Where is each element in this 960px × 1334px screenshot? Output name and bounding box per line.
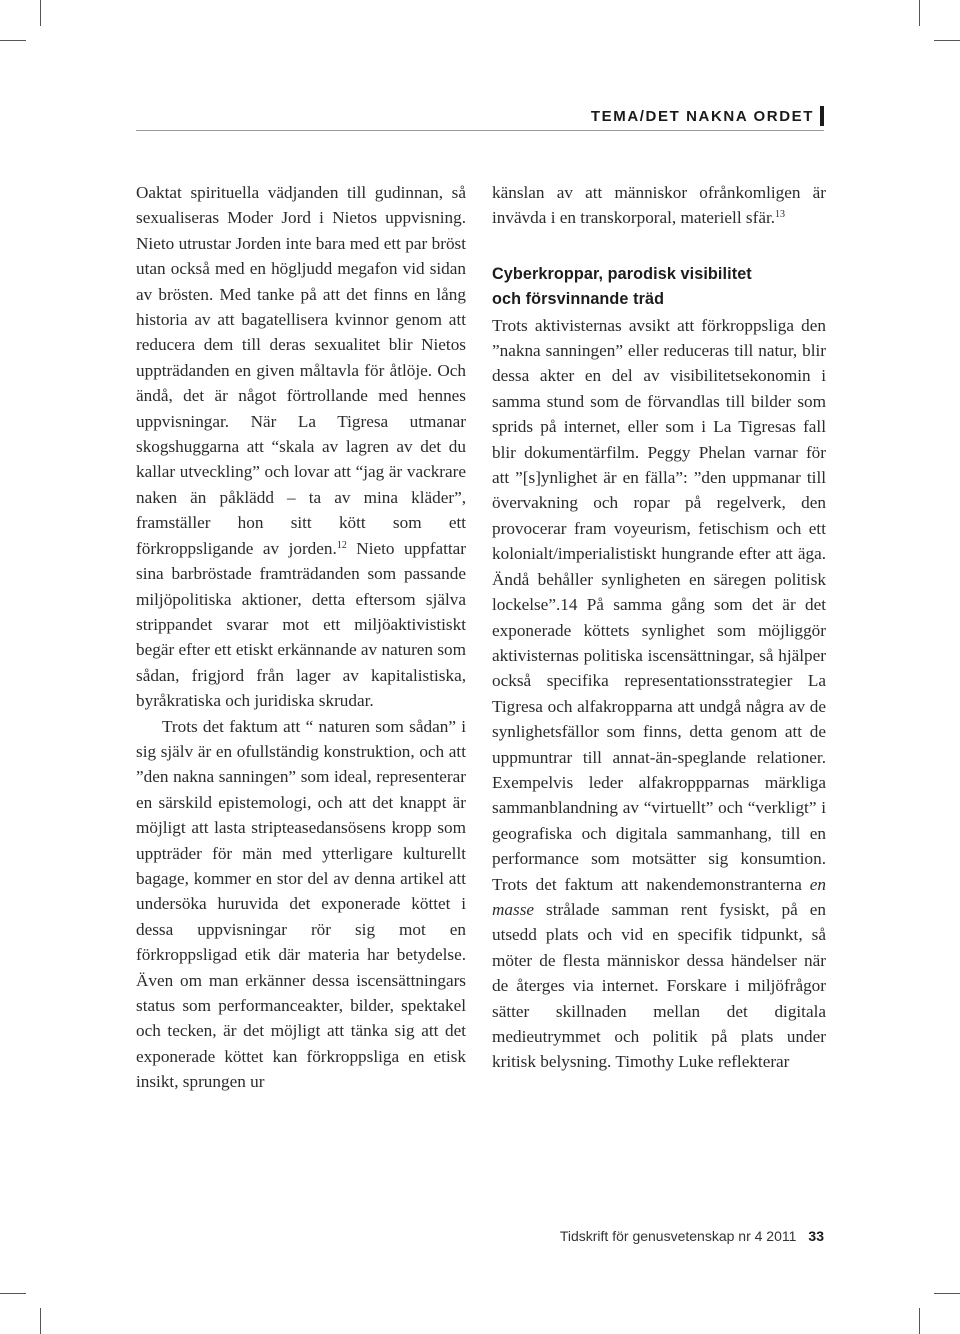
page-number: 33 <box>808 1228 824 1244</box>
running-title: TEMA/DET NAKNA ORDET <box>590 107 814 125</box>
right-paragraph-1-text-a: Trots aktivisternas avsikt att förkroppsliga den ”nakna sanningen” eller reduceras till natur, blir dessa akter en del av visibilitetsekonomin i samma stund som de förvandlas till bilder som sprids på internet, eller som i La Tigresas fall blir dokumentärfilm. Peggy Phelan varnar för att ”[s]ynlighet är en fälla”: ”den uppmanar till övervakning och ropar på regelverk, den provocerar fram voyeurism, fetischism och ett kolonialt/imperialistiskt hungrande efter att äga. Ändå behåller synligheten en säregen politisk lockelse”.14 På samma gång som det är det exponerade köttets synlighet som möjliggör aktivisternas politiska iscensättningar, så hjälper också specifika representationsstrategier La Tigresa och alfakropparna att undgå några av de synlighetsfällor som finns, detta genom att de uppmuntrar till annat-än-speglande relationer. Exempelvis leder alfakroppparnas märkliga sammanblandning av “virtuellt” och “verkligt” i geografiska och digitala sammanhang, till en performance som motsätter sig konsumtion. Trots det faktum att nakendemonstranterna <box>492 315 826 894</box>
header-bar <box>820 106 824 126</box>
left-column <box>136 180 466 1095</box>
crop-mark-top-left-h <box>0 40 26 41</box>
crop-mark-bottom-right-h <box>934 1293 960 1294</box>
journal-name: Tidskrift för genusvetenskap nr 4 2011 <box>559 1228 797 1244</box>
left-paragraph-1-cont: Nieto uppfattar sina barbröstade framträdanden som passande miljöpolitiska aktioner, detta eftersom själva strippandet svarar mot ett miljöaktivistiskt begär efter ett etiskt erkännande av naturen som sådan, frigjord från lager av kapitalistiska, byråkratiska och juridiska skrudar. <box>136 538 466 711</box>
left-paragraph-1-text: Oaktat spirituella vädjanden till gudinnan, så sexualiseras Moder Jord i Nietos uppvisning. Nieto utrustar Jorden inte bara med ett par bröst utan också med en högljudd megafon vid sidan av brösten. Med tanke på att det finns en lång historia av att bagatellisera kvinnor genom att reducera dem till deras sexualitet blir Nietos uppträdanden en given måltavla för åtlöje. Och ändå, det är något förtrollande med hennes uppvisningar. När La Tigresa utmanar skogshuggarna att “skala av lagren av det du kallar utveckling” och lovar att “jag är vackrare naken än påklädd – ta av mina kläder”, framställer hon sitt kött som ett förkroppsligande av jorden. <box>136 183 466 558</box>
crop-mark-top-left <box>40 0 41 26</box>
crop-mark-top-right-h <box>934 40 960 41</box>
right-paragraph-1-emphasis: en masse <box>492 874 826 919</box>
crop-mark-bottom-right <box>919 1308 920 1334</box>
crop-mark-bottom-left-h <box>0 1293 26 1294</box>
section-heading <box>492 262 826 313</box>
right-paragraph-0 <box>492 180 826 231</box>
footnote-ref-13: 13 <box>775 209 786 221</box>
right-paragraph-1-text-b: strålade samman rent fysiskt, på en utsedd plats och vid en specifik tidpunkt, så möter de flesta människor dessa händelser när de återges via internet. Forskare i miljöfrågor sätter skillnaden mellan det digitala medieutrymmet och politik på plats under kritisk belysning. Timothy Luke reflekterar <box>492 899 826 1072</box>
right-column <box>492 180 826 1075</box>
crop-mark-top-right <box>919 0 920 26</box>
section-heading-line-2: och försvinnande träd <box>492 290 665 309</box>
right-paragraph-1 <box>492 313 826 1075</box>
running-header <box>591 106 824 126</box>
left-paragraph-1 <box>136 180 466 714</box>
footnote-ref-12: 12 <box>336 539 347 551</box>
right-paragraph-0-text: känslan av att människor ofrånkomligen är invävda i en transkorporal, materiell sfär. <box>492 183 826 228</box>
crop-mark-bottom-left <box>40 1308 41 1334</box>
page-footer <box>560 1228 824 1244</box>
section-heading-line-1: Cyberkroppar, parodisk visibilitet <box>492 264 752 283</box>
left-paragraph-2: Trots det faktum att “ naturen som sådan” i sig själv är en ofullständig konstruktion, och att ”den nakna sanningen” som ideal, representerar en särskild epistemologi, och att det knappt är möjligt att lasta stripteasedansösens kropp som uppträder för män med ytterligare kulturellt bagage, kommer en stor del av denna artikel att undersöka huruvida det exponerade köttet i dessa uppvisningar rör sig mot en förkroppsligad etik där materia har betydelse. Även om man erkänner dessa iscensättningars status som performanceakter, bilder, spektakel och tecken, är det möjligt att tänka sig att det exponerade köttet kan förkroppsliga en etisk insikt, sprungen ur <box>136 716 466 1092</box>
header-rule <box>136 130 824 131</box>
